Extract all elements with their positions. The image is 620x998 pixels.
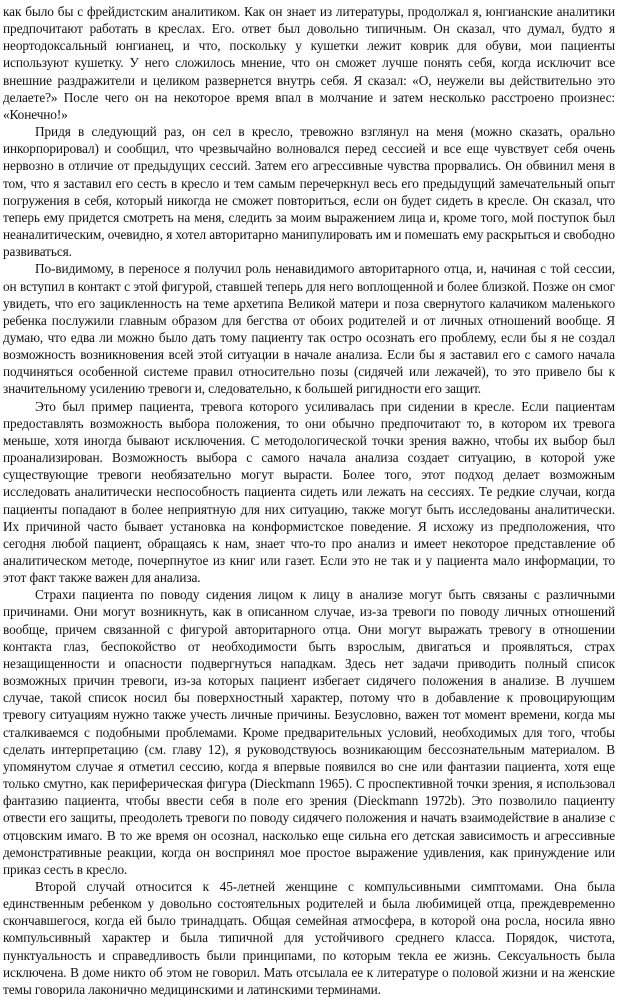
paragraph-4: Это был пример пациента, тревога которого усиливалась при сидении в кресле. Если пациентам предоставлять возможность выбора положения, то они обычно предпочитают то, в котором их тревога меньше, хотя иногда бывают исключения. С методологической точки зрения важно, чтобы их выбор был проанализирован. Возможность выбора с самого начала анализа создает ситуацию, в которой уже существующие тревоги необязательно могут вырасти. Более того, этот подход делает возможным исследовать аналитически неспособность пациента сидеть или лежать на сессиях. Те редкие случаи, когда пациенты попадают в более неприятную для них ситуацию, также могут быть исследованы аналитически. Их причиной часто бывает установка на конформистское поведение. Я исхожу из предположения, что сегодня любой пациент, обращаясь к нам, знает что-то про анализ и имеет некоторое представление об аналитическом методе, почерпнутое из книг или газет. Если это не так и у пациента мало информации, то этот факт также важен для анализа.: [3, 398, 615, 586]
paragraph-5: Страхи пациента по поводу сидения лицом к лицу в анализе могут быть связаны с различными причинами. Они могут возникнуть, как в описанном случае, из-за тревоги по поводу личных отношений вообще, причем связанной с фигурой авторитарного отца. Они могут выражать тревогу в отношении контакта глаз, беспокойство от необходимости быть взрослым, двигаться и проявляться, страх незащищенности и опасности подвергнуться нападкам. Здесь нет задачи приводить полный список возможных причин тревоги, из-за которых пациент избегает сидячего положения в анализе. В лучшем случае, такой список носил бы поверхностный характер, потому что в добавление к провоцирующим тревогу ситуациям нужно также учесть личные причины. Безусловно, важен тот момент времени, когда мы сталкиваемся с подобными проблемами. Кроме предварительных условий, необходимых для того, чтобы сделать интерпретацию (см. главу 12), я руководствуюсь возникающим бессознательным материалом. В упомянутом случае я отметил сессию, когда я впервые появился во сне или фантазии пациента, хотя еще только смутно, как периферическая фигура (Dieckmann 1965). С проспективной точки зрения, я использовал фантазию пациента, чтобы ввести себя в поле его зрения (Dieckmann 1972b). Это позволило пациенту отвести его защиты, преодолеть тревоги по поводу сидячего положения и начать взаимодействие в анализе с отцовским имаго. В то же время он осознал, насколько еще сильна его детская зависимость и агрессивные демонстративные реакции, когда он воспринял мое простое выражение удивления, как принуждение или приказ сесть в кресло.: [3, 587, 615, 877]
document-page: [3, 3, 615, 998]
paragraph-6: Второй случай относится к 45-летней женщине с компульсивными симптомами. Она была единственным ребенком у довольно состоятельных родителей и была любимицей отца, преждевременно скончавшегося, когда ей было тринадцать. Общая семейная атмосфера, в которой она росла, носила явно компульсивный характер и была типичной для устойчивого среднего класса. Порядок, чистота, пунктуальность и справедливость были принципами, по которым текла ее жизнь. Сексуальность была исключена. В доме никто об этом не говорил. Мать отсылала ее к литературе о половой жизни и на женские темы говорила лаконично медицинскими и латинскими терминами.: [3, 878, 615, 997]
paragraph-3: По-видимому, в переносе я получил роль ненавидимого авторитарного отца, и, начиная с той сессии, он вступил в контакт с этой фигурой, ставшей теперь для него воплощенной и более близкой. Позже он смог увидеть, что его зацикленность на теме архетипа Великой матери и поза свернутого калачиком маленького ребенка послужили главным образом для бегства от обоих родителей и от личных отношений вообще. Я думаю, что едва ли можно было дать тому пациенту так остро осознать его проблему, если бы я не создал возможность возникновения всей этой ситуации в начале анализа. Если бы я заставил его с самого начала подчиняться особенной системе правил относительно позы (сидячей или лежачей), то это привело бы к значительному усилению тревоги и, следовательно, к большей ригидности его защит.: [3, 261, 615, 397]
paragraph-1: как было бы с фрейдистским аналитиком. Как он знает из литературы, продолжал я, юнгианские аналитики предпочитают работать в креслах. Его. ответ был довольно типичным. Он сказал, что думал, будто я неортодоксальный юнгианец, и что, поскольку у кушетки лежит коврик для обуви, мои пациенты используют кушетку. У него сложилось мнение, что он сможет лучше понять себя, когда исключит все внешние раздражители и целиком развернется внутрь себя. Я сказал: «О, неужели вы действительно это делаете?» После чего он на некоторое время впал в молчание и затем несколько расстроено произнес: «Конечно!»: [3, 4, 615, 122]
paragraph-2: Придя в следующий раз, он сел в кресло, тревожно взглянул на меня (можно сказать, орально инкорпорировал) и сообщил, что чрезвычайно волновался перед сессией и все еще чувствует себя очень нервозно в отличие от предыдущих сессий. Затем его агрессивные чувства прорвались. Он обвинил меня в том, что я заставил его сесть в кресло и тем самым перечеркнул весь его предыдущий замечательный опыт погружения в себя, который никогда не сможет повториться, если он будет сидеть в кресле. Он сказал, что теперь ему придется смотреть на меня, следить за моим выражением лица и, кроме того, мой поступок был неаналитическим, очевидно, я хотел авторитарно манипулировать им и помешать ему раскрыться и свободно развиваться.: [3, 124, 615, 260]
